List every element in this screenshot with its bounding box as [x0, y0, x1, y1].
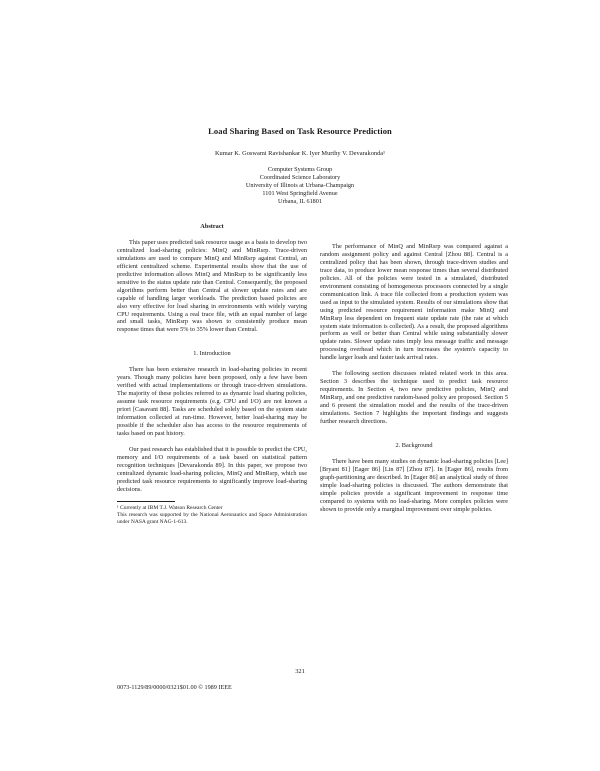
- intro-paragraph: There has been extensive research in load-sharing policies in recent years. Though many policies have been proposed, only a few have been verified with actual implementations or through trace-driven simulations. The majority of these policies referred to as dynamic load sharing policies, assume task resource requirements (e.g. CPU and I/O) are not known a priori [Casavant 88]. Tasks are scheduled solely based on the system state information collected at run-time. However, better load-sharing may be possible if the scheduler also has access to the resource requirements of tasks based on past history.: [117, 366, 307, 437]
- section-heading-background: 2. Background: [395, 441, 433, 449]
- paper-title: Load Sharing Based on Task Resource Prediction: [208, 126, 392, 136]
- body-paragraph: The performance of MinQ and MinRsrp was compared against a random assignment policy and against Central [Zhou 88]. Central is a centralized policy that has been shown, through trace-driven studies and trace data, to produce lower mean response times than several distributed policies. All of the policies were tested in a simulated, distributed environment consisting of homogeneous processors connected by a single communication link. A trace file collected from a production system was used as input to the simulated system. Results of our simulations show that using predicted resource requirement information make MinQ and MinRsrp less dependent on frequent state update rate (the rate at which system state information is collected). As a result, the proposed algorithms perform as well or better than Central while using substantially slower update rates. Slower update rates imply less message traffic and message processing overhead which in turn increases the system's capacity to handle larger loads and faster task arrival rates.: [320, 243, 508, 362]
- left-column: [117, 223, 307, 526]
- affiliation-line: University of Illinois at Urbana-Champaign: [245, 182, 355, 189]
- footnote: ¹ Currently at IBM T.J. Watson Research Center: [117, 504, 223, 511]
- affiliation-line: Computer Systems Group: [267, 166, 333, 173]
- body-paragraph: The following section discusses related related work in this area. Section 3 describes the technique used to predict task resource requirements. In Section 4, two new predictive policies, MinQ and MinRsrp, and one predictive random-based policy are proposed. Section 5 and 6 present the simulation model and the results of the trace-driven simulations. Section 7 highlights the important findings and suggests further research directions.: [320, 370, 508, 426]
- affiliation-line: Urbana, IL 61801: [278, 198, 322, 205]
- affiliation-block: [0, 166, 600, 206]
- affiliation-line: Coordinated Science Laboratory: [259, 174, 341, 181]
- affiliation-line: 1101 West Springfield Avenue: [262, 190, 338, 197]
- author-list: Kumar K. Goswami Ravishankar K. Iyer Murthy V. Devarakonda¹: [214, 150, 386, 157]
- intro-paragraph: Our past research has established that it is possible to predict the CPU, memory and I/O requirements of a task based on statistical pattern recognition techniques [Devarakonda 89]. In this paper, we propose two centralized dynamic load-sharing policies, MinQ and MinRsrp, which use predicted task resource requirements to significantly improve load-sharing decisions.: [117, 445, 307, 493]
- right-column: [320, 243, 508, 514]
- copyright-line: 0073-1129/89/0000/0321$01.00 © 1989 IEEE: [117, 684, 232, 691]
- section-heading-introduction: 1. Introduction: [193, 350, 231, 358]
- footnote-divider: [117, 501, 175, 502]
- body-paragraph: There have been many studies on dynamic load-sharing policies [Lee] [Bryant 81] [Eager 86] [Lin 87] [Zhou 87]. In [Eager 86], results from graph-partitioning are described. In [Eager 86] an analytical study of three simple load-sharing policies is discussed. The authors demonstrate that simple policies provide a significant improvement in response time compared to systems with no load-sharing. More complex policies were shown to provide only a marginal improvement over simple policies.: [320, 457, 508, 513]
- abstract-text: This paper uses predicted task resource usage as a basis to develop two centralized load-sharing policies: MinQ and MinRsrp. Trace-driven simulations are used to compare MinQ and MinRsrp against Central, an efficient centralized scheme. Experimental results show that the use of predictive information allows MinQ and MinRsrp to be significantly less sensitive to the status update rate than Central. Consequently, the proposed algorithms perform better than Central at slower update rates and are capable of handling larger workloads. The prediction based policies are also very effective for load sharing in environments with widely varying CPU requirements. Using a real trace file, with an equal number of large and small tasks, MinRsrp was shown to consistently produce mean response times that were 5% to 35% lower than Central.: [117, 238, 307, 334]
- footnote: This research was supported by the National Aeronautics and Space Administration under NASA grant NAG-1-613.: [117, 511, 307, 525]
- abstract-heading: Abstract: [200, 223, 224, 230]
- page-number: 321: [295, 668, 305, 675]
